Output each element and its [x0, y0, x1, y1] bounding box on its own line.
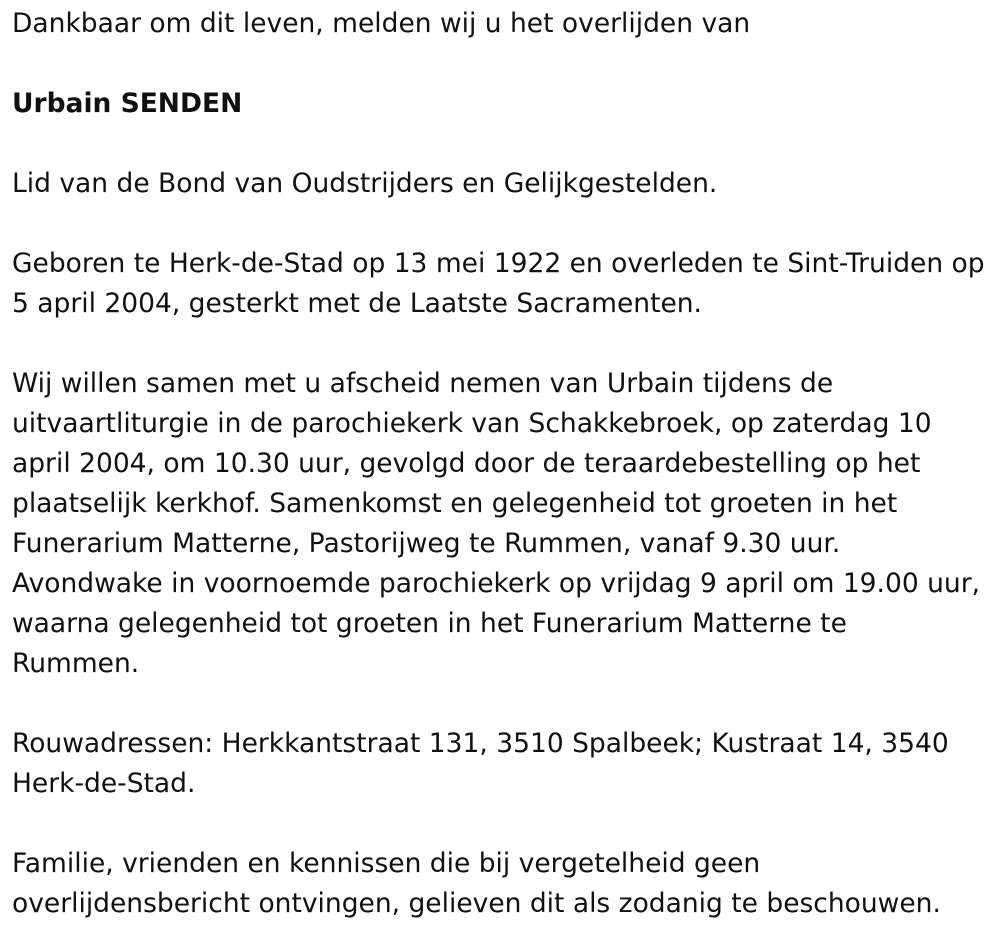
funeral-line: Rummen. [12, 648, 140, 679]
closing-line: overlijdensbericht ontvingen, gelieven dit als zodanig te beschouwen. [12, 888, 941, 919]
address-line: Rouwadressen: Herkkantstraat 131, 3510 Spalbeek; Kustraat 14, 3540 [12, 728, 949, 759]
membership-text: Lid van de Bond van Oudstrijders en Gelijkgestelden. [12, 168, 718, 199]
birth-death-line: Geboren te Herk-de-Stad op 13 mei 1922 en overleden te Sint-Truiden op [12, 248, 985, 279]
funeral-line: Avondwake in voornoemde parochiekerk op vrijdag 9 april om 19.00 uur, [12, 568, 981, 599]
closing-line: Familie, vrienden en kennissen die bij vergetelheid geen [12, 848, 761, 879]
address-line: Herk-de-Stad. [12, 768, 196, 799]
birth-death-line: 5 april 2004, gesterkt met de Laatste Sacramenten. [12, 288, 702, 319]
intro-text: Dankbaar om dit leven, melden wij u het overlijden van [12, 8, 751, 39]
funeral-line: waarna gelegenheid tot groeten in het Funerarium Matterne te [12, 608, 847, 639]
funeral-line: Wij willen samen met u afscheid nemen van Urbain tijdens de [12, 368, 834, 399]
addresses-paragraph [12, 724, 992, 804]
funeral-line: Funerarium Matterne, Pastorijweg te Rummen, vanaf 9.30 uur. [12, 528, 841, 559]
birth-death-paragraph [12, 244, 992, 324]
funeral-line: uitvaartliturgie in de parochiekerk van Schakkebroek, op zaterdag 10 [12, 408, 932, 439]
closing-paragraph [12, 844, 992, 924]
funeral-paragraph [12, 364, 992, 684]
deceased-name: Urbain SENDEN [12, 88, 243, 119]
funeral-line: plaatselijk kerkhof. Samenkomst en gelegenheid tot groeten in het [12, 488, 898, 519]
funeral-line: april 2004, om 10.30 uur, gevolgd door de teraardebestelling op het [12, 448, 921, 479]
obituary-notice [12, 4, 992, 924]
